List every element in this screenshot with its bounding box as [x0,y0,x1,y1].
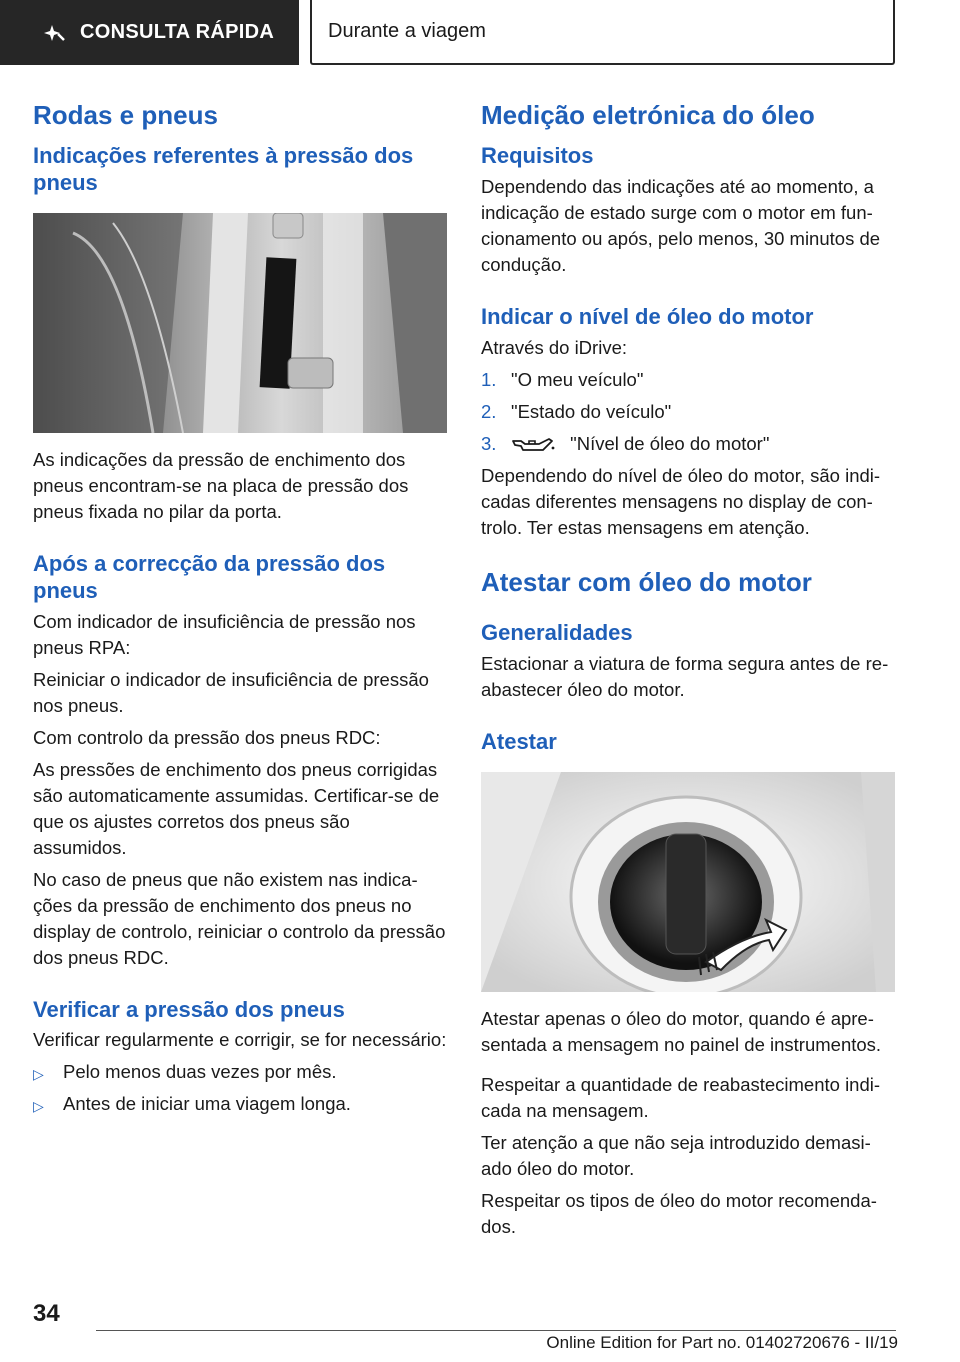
section-title-top-up-oil: Atestar com óleo do motor [481,566,812,597]
step-number: 2. [481,400,497,422]
list-item [33,1059,447,1085]
paragraph: Verificar regularmente e corrigir, se for necessário: [33,1029,447,1051]
breadcrumb-label: Durante a viagem [328,20,486,42]
step-text: "Estado do veículo" [511,400,672,422]
list-item-text: Antes de iniciar uma viagem longa. [63,1093,351,1115]
paragraph: Reiniciar o indicador de insuficiência de pressão nos pneus. [33,668,429,716]
section-title-wheels-tires: Rodas e pneus [33,100,218,130]
section-title-oil-measurement: Medição eletrónica do óleo [481,100,815,130]
subsection-title-fill: Atestar [481,728,557,754]
list-item [33,1091,447,1117]
breadcrumb[interactable] [310,0,895,65]
footer-divider [96,1330,896,1331]
paragraph: Ter atenção a que não seja introduzido demasiado óleo do motor. [481,1131,871,1179]
paragraph: As pressões de enchimento dos pneus corrigidas são automaticamente assumidas. Certificar-se de que os ajustes corretos dos pneus são assumidos. [33,758,440,858]
tire-pressure-text: As indicações da pressão de enchimento dos pneus encontram-se na placa de pressão dos pneus fixada no pilar da porta. [33,448,409,522]
list-item [481,367,895,393]
header-tab-label: CONSULTA RÁPIDA [80,21,275,43]
step-number: 1. [481,368,497,390]
door-pillar-photo [33,213,447,433]
subsection-title-requirements: Requisitos [481,143,594,169]
subsection-title-tire-pressure-info: Indicações referentes à pressão dos pneus [33,143,414,196]
paragraph: Com indicador de insuficiência de pressão nos pneus RPA: [33,610,416,658]
paragraph: Estacionar a viatura de forma segura antes de reabastecer óleo do motor. [481,652,889,700]
paragraph: Atestar apenas o óleo do motor, quando é apresentada a mensagem no painel de instrumentos. [481,1007,882,1055]
list-item-text: Pelo menos duas vezes por mês. [63,1061,337,1083]
list-item [481,399,895,425]
header-tab-quick-reference[interactable] [0,0,299,65]
star-sparkle-icon [44,22,66,44]
paragraph: Dependendo das indicações até ao momento, a indicação de estado surge com o motor em funcionamento ou após, pelo menos, 30 minutos de condução. [481,176,881,276]
right-column [481,100,895,1246]
subsection-title-oil-level: Indicar o nível de óleo do motor [481,304,814,330]
steps-list [481,367,895,457]
subsection-title-check-pressure: Verificar a pressão dos pneus [33,996,345,1022]
paragraph: No caso de pneus que não existem nas indicações da pressão de enchimento dos pneus no display de controlo, reiniciar o controlo da pressão dos pneus RDC. [33,868,446,968]
triangle-bullet-icon: ▷ [33,1066,44,1083]
page-number: 34 [33,1300,60,1327]
oil-can-icon [511,435,555,455]
paragraph: Através do iDrive: [481,336,627,358]
oil-filler-cap-photo [481,772,895,992]
step-number: 3. [481,432,497,454]
triangle-bullet-icon: ▷ [33,1098,44,1115]
step-text: "O meu veículo" [511,368,644,390]
paragraph: Com controlo da pressão dos pneus RDC: [33,726,381,748]
list-item [481,431,895,457]
left-column [33,100,447,1123]
subsection-title-general: Generalidades [481,620,633,646]
paragraph: Respeitar a quantidade de reabastecimento indicada na mensagem. [481,1073,881,1121]
paragraph: Respeitar os tipos de óleo do motor recomendados. [481,1189,877,1237]
footer-edition: Online Edition for Part no. 01402720676 - II/19 [546,1333,898,1352]
step-text: "Nível de óleo do motor" [570,432,770,454]
paragraph: Dependendo do nível de óleo do motor, são indicadas diferentes mensagens no display de controlo. Ter estas mensagens em atenção. [481,464,881,538]
subsection-title-after-correction: Após a correcção da pressão dos pneus [33,550,386,603]
bullet-list [33,1059,447,1117]
